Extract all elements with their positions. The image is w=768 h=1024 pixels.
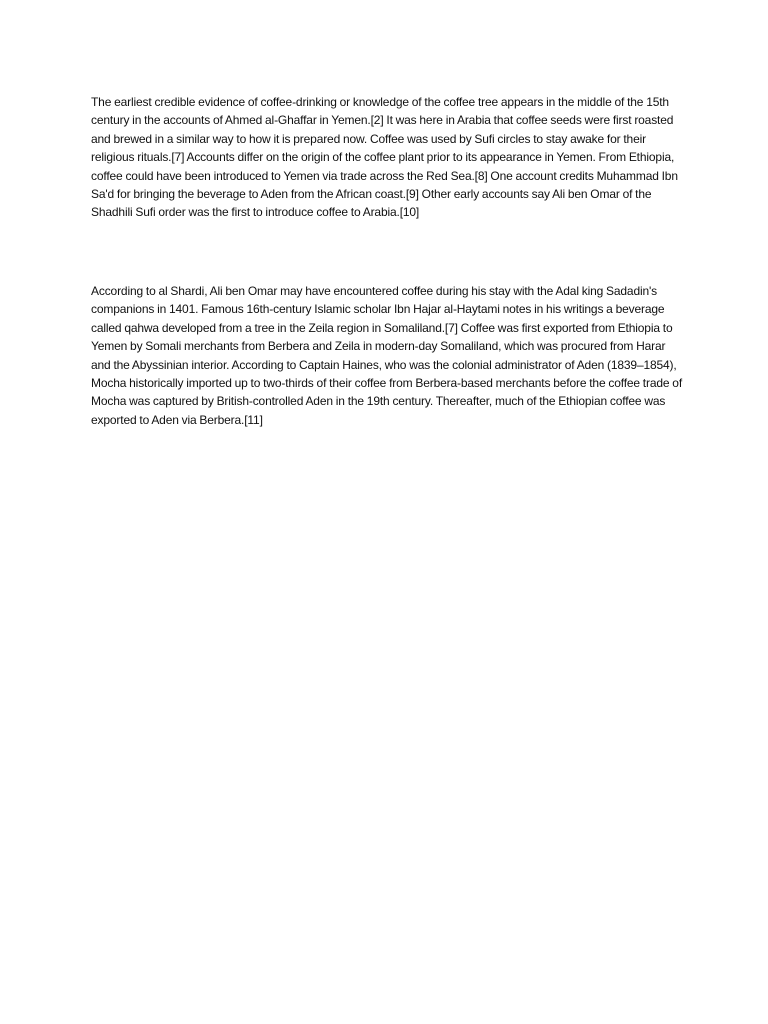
paragraph-coffee-origins: The earliest credible evidence of coffee-drinking or knowledge of the coffee tree appears in the middle of the 15th century in the accounts of Ahmed al-Ghaffar in Yemen.[2] It was here in Arabia that coffee seeds were first roasted and brewed in a similar way to how it is prepared now. Coffee was used by Sufi circles to stay awake for their religious rituals.[7] Accounts differ on the origin of the coffee plant prior to its appearance in Yemen. From Ethiopia, coffee could have been introduced to Yemen via trade across the Red Sea.[8] One account credits Muhammad Ibn Sa'd for bringing the beverage to Aden from the African coast.[9] Other early accounts say Ali ben Omar of the Shadhili Sufi order was the first to introduce coffee to Arabia.[10] bbox=[91, 95, 678, 220]
paragraph-coffee-trade: According to al Shardi, Ali ben Omar may have encountered coffee during his stay with the Adal king Sadadin's companions in 1401. Famous 16th-century Islamic scholar Ibn Hajar al-Haytami notes in his writings a beverage called qahwa developed from a tree in the Zeila region in Somaliland.[7] Coffee was first exported from Ethiopia to Yemen by Somali merchants from Berbera and Zeila in modern-day Somaliland, which was procured from Harar and the Abyssinian interior. According to Captain Haines, who was the colonial administrator of Aden (1839–1854), Mocha historically imported up to two-thirds of their coffee from Berbera-based merchants before the coffee trade of Mocha was captured by British-controlled Aden in the 19th century. Thereafter, much of the Ethiopian coffee was exported to Aden via Berbera.[11] bbox=[91, 284, 683, 427]
